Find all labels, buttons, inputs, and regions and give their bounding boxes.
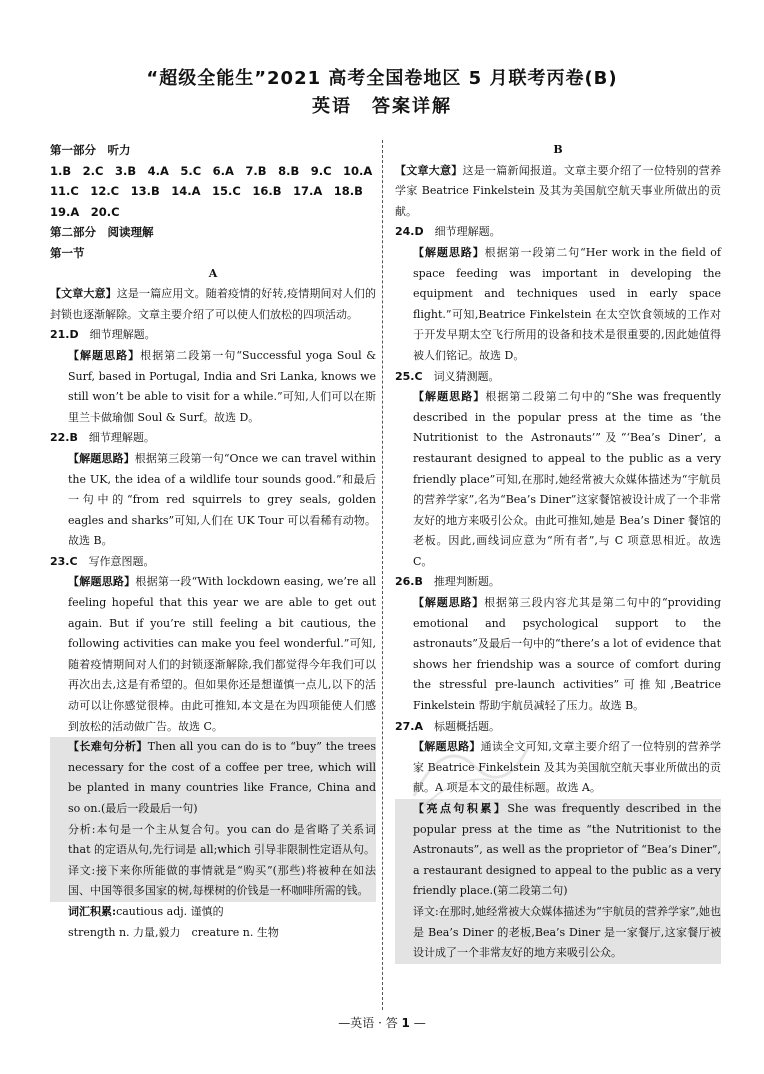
long-text: Then all you can do is to “buy” the trees necessary for the cost of a coffee per tree, which will be planted in many countries like France, China and so on.(最后一段最后一句) <box>68 740 377 815</box>
bright-translation: 译文:在那时,她经常被大众媒体描述为“宇航员的营养学家”,她也是 Bea’s Diner 的老板,Bea’s Diner 是一家餐厅,这家餐厅被设计成了一个非常友好的地方来吸引公众。 <box>413 904 721 960</box>
page-header <box>0 66 764 120</box>
q23-type: 写作意图题。 <box>88 554 155 568</box>
answers-row-3: 19.A 20.C <box>50 204 120 219</box>
passage-a-label: A <box>208 266 218 280</box>
q27-number: 27.A <box>395 719 423 733</box>
q23-number: 23.C <box>50 554 78 568</box>
q21-explanation <box>50 346 376 428</box>
exam-subtitle: 英语 答案详解 <box>312 96 452 117</box>
think-tag: 【解题思路】 <box>68 575 136 589</box>
summary-a <box>50 284 376 325</box>
summary-tag: 【文章大意】 <box>50 287 117 301</box>
long-analysis: 分析:本句是一个主从复合句。you can do 是省略了关系词 that 的定语从句,先行词是 all;which 引导非限制性定语从句。 <box>68 822 376 857</box>
long-translation: 译文:接下来你所能做的事情就是“购买”(那些)将被种在如法国、中国等很多国家的树,每棵树的价钱是一杯咖啡所需的钱。 <box>68 863 376 898</box>
q24-number: 24.D <box>395 225 424 239</box>
q24-heading <box>395 222 721 243</box>
part2-heading: 第二部分 阅读理解 <box>50 225 154 240</box>
watermark-logo-icon <box>404 726 534 816</box>
footer-tail: — <box>413 1016 426 1030</box>
q22-explanation <box>50 449 376 552</box>
q21-heading <box>50 325 376 346</box>
q27-type: 标题概括题。 <box>434 719 500 733</box>
q25-explanation <box>395 387 721 572</box>
think-tag: 【解题思路】 <box>68 451 135 465</box>
q22-type: 细节理解题。 <box>88 431 155 445</box>
bright-sentence-box <box>395 799 721 964</box>
part1-heading: 第一部分 听力 <box>50 143 131 157</box>
vocab-1: cautious adj. 谨慎的 <box>116 904 224 918</box>
column-divider <box>382 140 383 1010</box>
q23-text: 根据第一段“With lockdown easing, we’re all feeling hopeful that this year we are able to get out again. But if you’re still feeling a bit cautious, the following activities can make you feel wonderful.”可知,随着疫情期间对人们的封锁逐渐解除,我们都觉得今年我们可以再次出去,这是有希望的。但如果你还是想谨慎一点儿,以下的活动可以让你感觉很棒。由此可推知,本文是在为四项能使人们感到放松的活动做广告。故选 C。 <box>68 575 377 733</box>
answers-row-2: 11.C 12.C 13.B 14.A 15.C 16.B 17.A 18.B <box>50 184 363 199</box>
exam-title: “超级全能生”2021 高考全国卷地区 5 月联考丙卷(B) <box>146 68 618 89</box>
q22-heading <box>50 428 376 449</box>
vocab-line-1 <box>68 902 376 923</box>
q24-explanation <box>395 243 721 367</box>
bright-text: She was frequently described in the popular press at the time as “the Nutritionist to the Astronauts”, as well as the proprietor of “Bea’s Diner”, a restaurant designed to appeal to the public as a very friendly place.(第二段第二句) <box>413 802 721 898</box>
answers-row-1: 1.B 2.C 3.B 4.A 5.C 6.A 7.B 8.B 9.C 10.A <box>50 163 373 178</box>
q22-text: 根据第三段第一句“Once we can travel within the UK, the idea of a wildlife tour sounds good.”和最后一句中的“from red squirrels to grey seals, golden eagles and sharks”可知,人们在 UK Tour 可以看稀有动物。故选 B。 <box>68 451 377 548</box>
summary-text: 这是一篇应用文。随着疫情的好转,疫情期间对人们的封锁也逐渐解除。文章主要介绍了可以使人们放松的四项活动。 <box>50 287 377 321</box>
vocab-line-2: strength n. 力量,毅力 creature n. 生物 <box>68 925 279 939</box>
long-sentence <box>68 737 376 819</box>
q21-text: 根据第二段第一句“Successful yoga Soul & Surf, based in Portugal, India and Sri Lanka, knows we still won’t be able to visit for a while.”可知,人们可以在斯里兰卡做瑜伽 Soul & Surf。故选 D。 <box>68 348 376 424</box>
q23-explanation <box>50 572 376 737</box>
q26-explanation <box>395 593 721 717</box>
passage-b-label: B <box>553 143 563 156</box>
q23-heading <box>50 552 376 573</box>
right-column <box>395 140 721 964</box>
think-tag: 【解题思路】 <box>413 245 485 259</box>
q24-text: 根据第一段第二句“Her work in the field of space feeding was important in developing the equipment and techniques used in early space flight.”可知,Beatrice Finkelstein 在太空饮食领域的工作对于开发早期太空飞行所用的设备和技术是很重要的,因此她值得被人们铭记。故选 D。 <box>413 245 721 362</box>
left-column <box>50 140 376 943</box>
think-tag: 【解题思路】 <box>413 390 486 404</box>
think-tag: 【解题思路】 <box>413 740 481 754</box>
q26-number: 26.B <box>395 575 423 589</box>
q25-number: 25.C <box>395 369 423 383</box>
q21-type: 细节理解题。 <box>89 328 156 342</box>
summary-b <box>395 161 721 223</box>
vocab-box <box>50 902 376 943</box>
page-footer <box>0 1014 764 1031</box>
think-tag: 【解题思路】 <box>413 596 485 610</box>
footer-label: —英语 · 答 <box>338 1016 398 1030</box>
q25-heading <box>395 367 721 388</box>
summary-text: 这是一篇新闻报道。文章主要介绍了一位特别的营养学家 Beatrice Finkelstein 及其为美国航空航天事业所做出的贡献。 <box>395 163 721 218</box>
q26-type: 推理判断题。 <box>433 575 500 589</box>
q25-text: 根据第二段第二句中的“She was frequently described in the popular press at the time as ‘the Nutritionist to the Astronauts’”及“‘Bea’s Diner’, a restaurant designed to appeal to the public as a very friendly place”可知,在那时,她经常被大众媒体描述为“宇航员的营养学家”,名为“Bea’s Diner”这家餐馆被设计成了一个非常友好的地方来吸引公众。由此可推知,她是 Bea’s Diner 餐馆的老板。因此,画线词应意为“所有者”,与 C 项意思相近。故选 C。 <box>413 390 722 568</box>
vocab-tag: 词汇积累: <box>68 904 117 918</box>
bright-tag: 【亮点句积累】 <box>413 802 508 815</box>
summary-tag: 【文章大意】 <box>395 163 463 177</box>
q27-text: 通读全文可知,文章主要介绍了一位特别的营养学家 Beatrice Finkelstein 及其为美国航空航天事业所做出的贡献。A 项是本文的最佳标题。故选 A。 <box>413 740 722 795</box>
q21-number: 21.D <box>50 328 79 342</box>
page-number: 1 <box>401 1016 410 1030</box>
q22-number: 22.B <box>50 431 78 445</box>
long-tag: 【长难句分析】 <box>68 740 148 754</box>
q25-type: 词义猜测题。 <box>433 369 500 383</box>
long-sentence-box <box>50 737 376 902</box>
think-tag: 【解题思路】 <box>68 348 141 362</box>
q24-type: 细节理解题。 <box>434 225 501 239</box>
q26-heading <box>395 572 721 593</box>
section1-heading: 第一节 <box>50 245 85 260</box>
q26-text: 根据第三段内容尤其是第二句中的“providing emotional and psychological support to the astronauts”及最后一句中的“there’s a lot of evidence that shows her friendship was a source of comfort during the stressful pre-launch activities”可推知,Beatrice Finkelstein 帮助宇航员减轻了压力。故选 B。 <box>413 596 721 713</box>
